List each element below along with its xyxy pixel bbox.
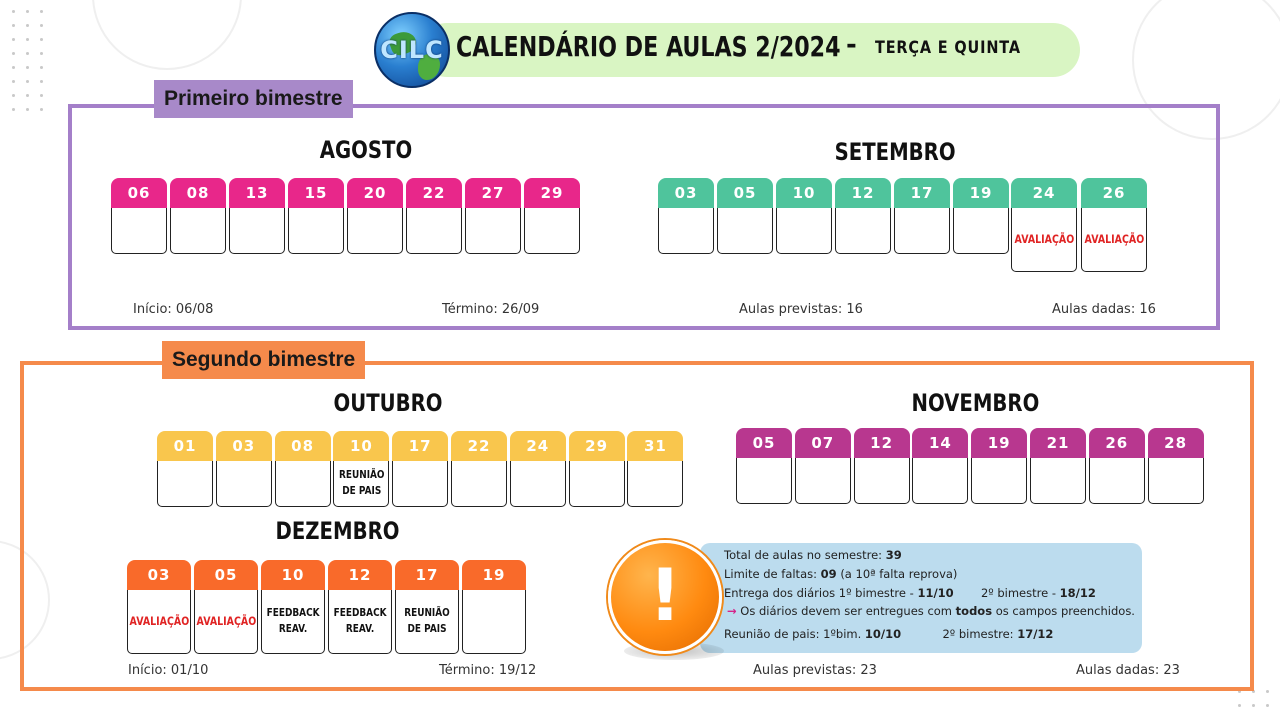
day-notes — [776, 208, 832, 254]
day-number: 24 — [1011, 178, 1077, 208]
day-notes — [392, 461, 448, 507]
day-number: 10 — [261, 560, 325, 590]
day-number: 22 — [406, 178, 462, 208]
logo-text: CILC — [380, 36, 444, 64]
day-note-text: AVALIAÇÃO — [1014, 232, 1074, 247]
day-number: 03 — [127, 560, 191, 590]
dot — [12, 108, 15, 111]
day-notes — [736, 458, 792, 504]
day-number: 17 — [395, 560, 459, 590]
day-number: 07 — [795, 428, 851, 458]
dot — [1266, 690, 1269, 693]
bim1-end: Término: 26/09 — [442, 302, 540, 317]
day-number: 13 — [229, 178, 285, 208]
day-number: 12 — [854, 428, 910, 458]
day-note-text: REUNIÃO DE PAIS — [404, 607, 450, 635]
day-notes — [170, 208, 226, 254]
day-cell — [1148, 428, 1204, 504]
dot — [1252, 704, 1255, 707]
day-cell — [288, 178, 344, 254]
day-cell — [971, 428, 1027, 504]
second-bimester-label: Segundo bimestre — [162, 341, 365, 379]
day-cell — [229, 178, 285, 254]
bim2-end: Término: 19/12 — [439, 663, 537, 678]
day-number: 08 — [170, 178, 226, 208]
day-number: 12 — [835, 178, 891, 208]
day-cell — [451, 431, 507, 507]
day-notes — [971, 458, 1027, 504]
day-cell — [912, 428, 968, 504]
dot — [26, 94, 29, 97]
day-notes — [275, 461, 331, 507]
day-note-text: AVALIAÇÃO — [129, 614, 189, 629]
day-cell — [835, 178, 891, 254]
month-title-novembro: NOVEMBRO — [911, 389, 1040, 417]
day-number: 03 — [216, 431, 272, 461]
day-notes — [216, 461, 272, 507]
day-notes — [288, 208, 344, 254]
day-number: 12 — [328, 560, 392, 590]
day-cell — [406, 178, 462, 254]
day-notes — [854, 458, 910, 504]
day-cell — [333, 431, 389, 507]
dot — [26, 108, 29, 111]
dot — [12, 52, 15, 55]
day-notes — [465, 208, 521, 254]
bim1-planned-classes: Aulas previstas: 16 — [739, 302, 863, 317]
day-notes — [912, 458, 968, 504]
day-number: 20 — [347, 178, 403, 208]
dot — [40, 10, 43, 13]
day-number: 05 — [194, 560, 258, 590]
dot — [26, 24, 29, 27]
day-number: 26 — [1089, 428, 1145, 458]
bim2-given-classes: Aulas dadas: 23 — [1076, 663, 1180, 678]
day-cell — [347, 178, 403, 254]
day-notes — [261, 590, 325, 654]
dot — [12, 24, 15, 27]
day-number: 19 — [971, 428, 1027, 458]
dot — [26, 52, 29, 55]
day-cell — [465, 178, 521, 254]
info-parent-meetings: Reunião de pais: 1ºbim. 10/10 2º bimestre: 17/12 — [724, 627, 1054, 641]
info-total-classes: Total de aulas no semestre: 39 — [724, 548, 902, 562]
dot — [26, 10, 29, 13]
day-number: 31 — [627, 431, 683, 461]
day-number: 08 — [275, 431, 331, 461]
dot — [1266, 704, 1269, 707]
day-cell — [627, 431, 683, 507]
day-number: 26 — [1081, 178, 1147, 208]
day-notes — [1089, 458, 1145, 504]
arrow-right-icon: → — [727, 604, 737, 618]
day-number: 01 — [157, 431, 213, 461]
day-cell — [717, 178, 773, 254]
day-notes — [328, 590, 392, 654]
day-notes — [953, 208, 1009, 254]
day-note-text: REUNIÃO DE PAIS — [338, 469, 385, 497]
day-number: 22 — [451, 431, 507, 461]
decorative-circle — [92, 0, 242, 70]
day-notes — [451, 461, 507, 507]
day-number: 05 — [717, 178, 773, 208]
day-number: 10 — [776, 178, 832, 208]
bim1-given-classes: Aulas dadas: 16 — [1052, 302, 1156, 317]
dot — [12, 66, 15, 69]
day-cell — [1011, 178, 1077, 272]
day-notes — [111, 208, 167, 254]
day-notes — [395, 590, 459, 654]
day-cell — [894, 178, 950, 254]
day-number: 21 — [1030, 428, 1086, 458]
day-cell — [170, 178, 226, 254]
day-number: 24 — [510, 431, 566, 461]
day-notes — [795, 458, 851, 504]
month-title-dezembro: DEZEMBRO — [275, 517, 400, 545]
title-separator: - — [846, 30, 857, 60]
day-number: 17 — [392, 431, 448, 461]
dot — [12, 94, 15, 97]
day-cell — [392, 431, 448, 507]
day-cell — [510, 431, 566, 507]
day-notes — [347, 208, 403, 254]
day-notes — [717, 208, 773, 254]
day-cell — [275, 431, 331, 507]
month-title-outubro: OUTUBRO — [333, 389, 443, 417]
day-cell — [1089, 428, 1145, 504]
day-notes — [1030, 458, 1086, 504]
day-note-text: FEEDBACK REAV. — [266, 607, 320, 635]
day-notes — [510, 461, 566, 507]
day-number: 28 — [1148, 428, 1204, 458]
info-diary-delivery: Entrega dos diários 1º bimestre - 11/10 2º bimestre - 18/12 — [724, 586, 1096, 600]
day-cell — [111, 178, 167, 254]
day-notes — [658, 208, 714, 254]
dot — [12, 38, 15, 41]
page-title: CALENDÁRIO DE AULAS 2/2024 — [456, 30, 841, 63]
dot — [40, 108, 43, 111]
page-subtitle: TERÇA E QUINTA — [875, 38, 1021, 58]
dot — [40, 38, 43, 41]
day-notes — [229, 208, 285, 254]
month-title-agosto: AGOSTO — [319, 136, 413, 164]
day-cell — [854, 428, 910, 504]
day-cell — [736, 428, 792, 504]
day-cell — [395, 560, 459, 654]
day-cell — [524, 178, 580, 254]
day-number: 19 — [462, 560, 526, 590]
first-bimester-label: Primeiro bimestre — [154, 80, 353, 118]
day-number: 27 — [465, 178, 521, 208]
day-cell — [127, 560, 191, 654]
day-cell — [216, 431, 272, 507]
day-cell — [261, 560, 325, 654]
month-title-setembro: SETEMBRO — [834, 138, 956, 166]
day-cell — [328, 560, 392, 654]
day-notes — [835, 208, 891, 254]
dot — [40, 24, 43, 27]
day-cell — [569, 431, 625, 507]
day-notes — [524, 208, 580, 254]
day-number: 15 — [288, 178, 344, 208]
info-absence-limit: Limite de faltas: 09 (a 10ª falta reprova) — [724, 567, 958, 581]
day-number: 14 — [912, 428, 968, 458]
dot — [1238, 704, 1241, 707]
day-cell — [953, 178, 1009, 254]
day-cell — [1081, 178, 1147, 272]
dot — [12, 10, 15, 13]
day-cell — [194, 560, 258, 654]
day-number: 19 — [953, 178, 1009, 208]
exclamation-mark: ! — [648, 553, 682, 637]
day-notes — [462, 590, 526, 654]
day-cell — [1030, 428, 1086, 504]
day-cell — [658, 178, 714, 254]
day-notes — [894, 208, 950, 254]
day-note-text: FEEDBACK REAV. — [333, 607, 387, 635]
day-number: 29 — [524, 178, 580, 208]
day-note-text: AVALIAÇÃO — [196, 614, 256, 629]
day-number: 10 — [333, 431, 389, 461]
day-cell — [795, 428, 851, 504]
dot — [40, 80, 43, 83]
day-number: 17 — [894, 178, 950, 208]
bim1-start: Início: 06/08 — [133, 302, 214, 317]
day-note-text: AVALIAÇÃO — [1084, 232, 1144, 247]
day-number: 05 — [736, 428, 792, 458]
day-notes — [333, 461, 389, 507]
dot — [40, 52, 43, 55]
dot — [26, 80, 29, 83]
day-cell — [157, 431, 213, 507]
warning-icon — [608, 540, 722, 654]
dot — [40, 66, 43, 69]
day-cell — [776, 178, 832, 254]
dot — [26, 38, 29, 41]
day-cell — [462, 560, 526, 654]
bim2-planned-classes: Aulas previstas: 23 — [753, 663, 877, 678]
day-notes — [569, 461, 625, 507]
bim2-start: Início: 01/10 — [128, 663, 209, 678]
day-notes — [627, 461, 683, 507]
day-notes — [157, 461, 213, 507]
day-number: 06 — [111, 178, 167, 208]
day-number: 03 — [658, 178, 714, 208]
day-notes — [1011, 208, 1077, 272]
dot — [40, 94, 43, 97]
day-notes — [406, 208, 462, 254]
cilc-globe-logo — [374, 12, 450, 88]
day-number: 29 — [569, 431, 625, 461]
day-notes — [127, 590, 191, 654]
dot — [26, 66, 29, 69]
dot — [12, 80, 15, 83]
info-diary-note: → Os diários devem ser entregues com todos os campos preenchidos. — [727, 604, 1135, 618]
day-notes — [194, 590, 258, 654]
day-notes — [1081, 208, 1147, 272]
day-notes — [1148, 458, 1204, 504]
